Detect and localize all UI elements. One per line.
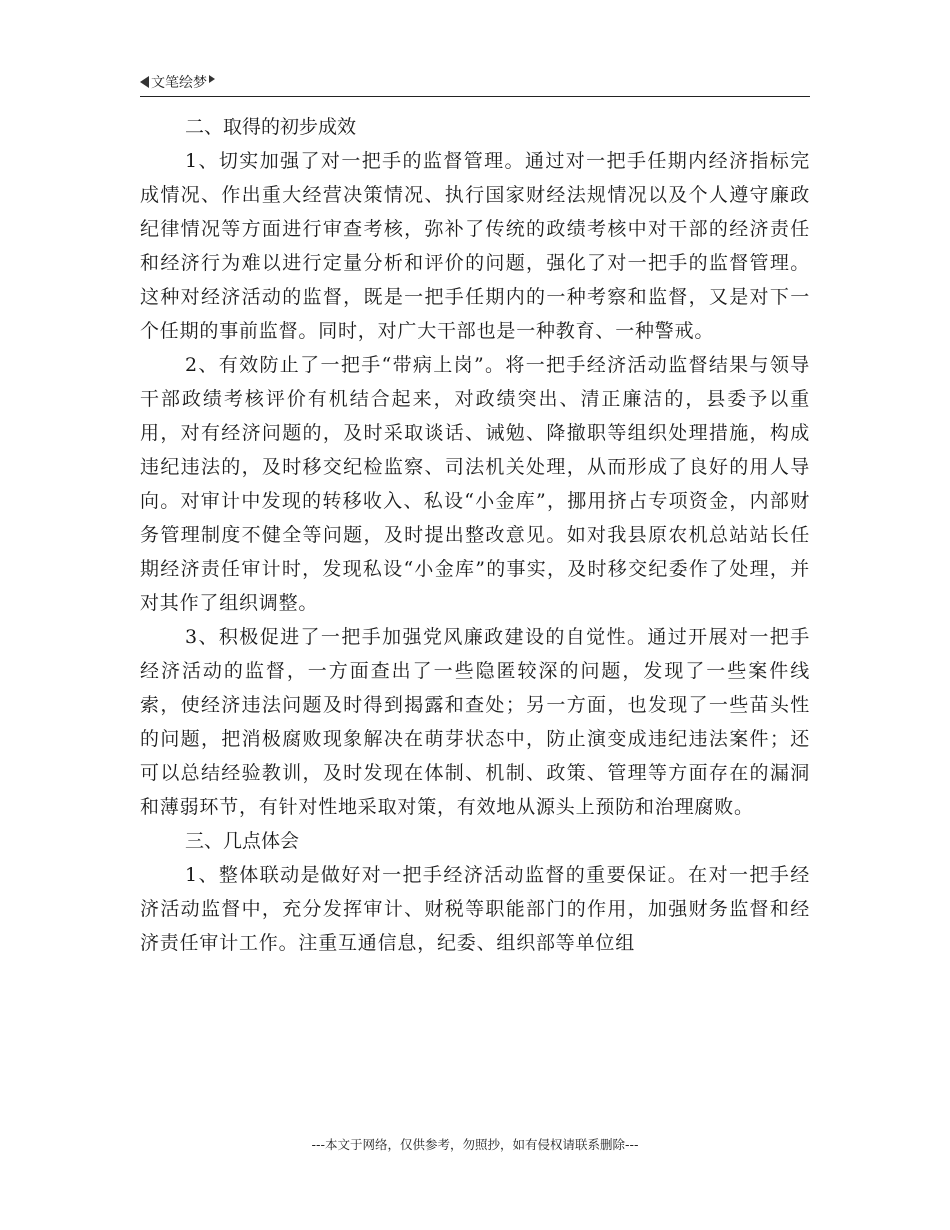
document-body: [140, 110, 810, 960]
page-header: [140, 70, 810, 97]
paragraph-linkage: 1、整体联动是做好对一把手经济活动监督的重要保证。在对一把手经济活动监督中，充分发挥审计、财税等职能部门的作用，加强财务监督和经济责任审计工作。注重互通信息，纪委、组织部等单位组: [140, 864, 810, 954]
paragraph-self-awareness: 3、积极促进了一把手加强党风廉政建设的自觉性。通过开展对一把手经济活动的监督，一方面查出了一些隐匿较深的问题，发现了一些案件线索，使经济违法问题及时得到揭露和查处；另一方面，也发现了一些苗头性的问题，把消极腐败现象解决在萌芽状态中，防止演变成违纪违法案件；还可以总结经验教训，及时发现在体制、机制、政策、管理等方面存在的漏洞和薄弱环节，有针对性地采取对策，有效地从源头上预防和治理腐败。: [140, 626, 810, 818]
triangle-right-icon: [209, 75, 215, 83]
paragraph-supervision: 1、切实加强了对一把手的监督管理。通过对一把手任期内经济指标完成情况、作出重大经营决策情况、执行国家财经法规情况以及个人遵守廉政纪律情况等方面进行审查考核，弥补了传统的政绩考核中对干部的经济责任和经济行为难以进行定量分析和评价的问题，强化了对一把手的监督管理。这种对经济活动的监督，既是一把手任期内的一种考察和监督，又是对下一个任期的事前监督。同时，对广大干部也是一种教育、一种警戒。: [140, 150, 810, 342]
section-heading-3: 三、几点体会: [185, 830, 300, 852]
section-heading-2: 二、取得的初步成效: [185, 116, 357, 138]
paragraph-prevention: 2、有效防止了一把手“带病上岗”。将一把手经济活动监督结果与领导干部政绩考核评价有机结合起来，对政绩突出、清正廉洁的，县委予以重用，对有经济问题的，及时采取谈话、诫勉、降撤职等组织处理措施，构成违纪违法的，及时移交纪检监察、司法机关处理，从而形成了良好的用人导向。对审计中发现的转移收入、私设“小金库”，挪用挤占专项资金，内部财务管理制度不健全等问题，及时提出整改意见。如对我县原农机总站站长任期经济责任审计时，发现私设“小金库”的事实，及时移交纪委作了处理，并对其作了组织调整。: [140, 354, 810, 614]
page-footer: ---本文于网络，仅供参考，勿照抄，如有侵权请联系删除---: [311, 1137, 639, 1152]
header-logo: [140, 72, 215, 92]
triangle-left-icon: [140, 76, 149, 88]
header-label: 文笔绘梦: [151, 75, 207, 91]
